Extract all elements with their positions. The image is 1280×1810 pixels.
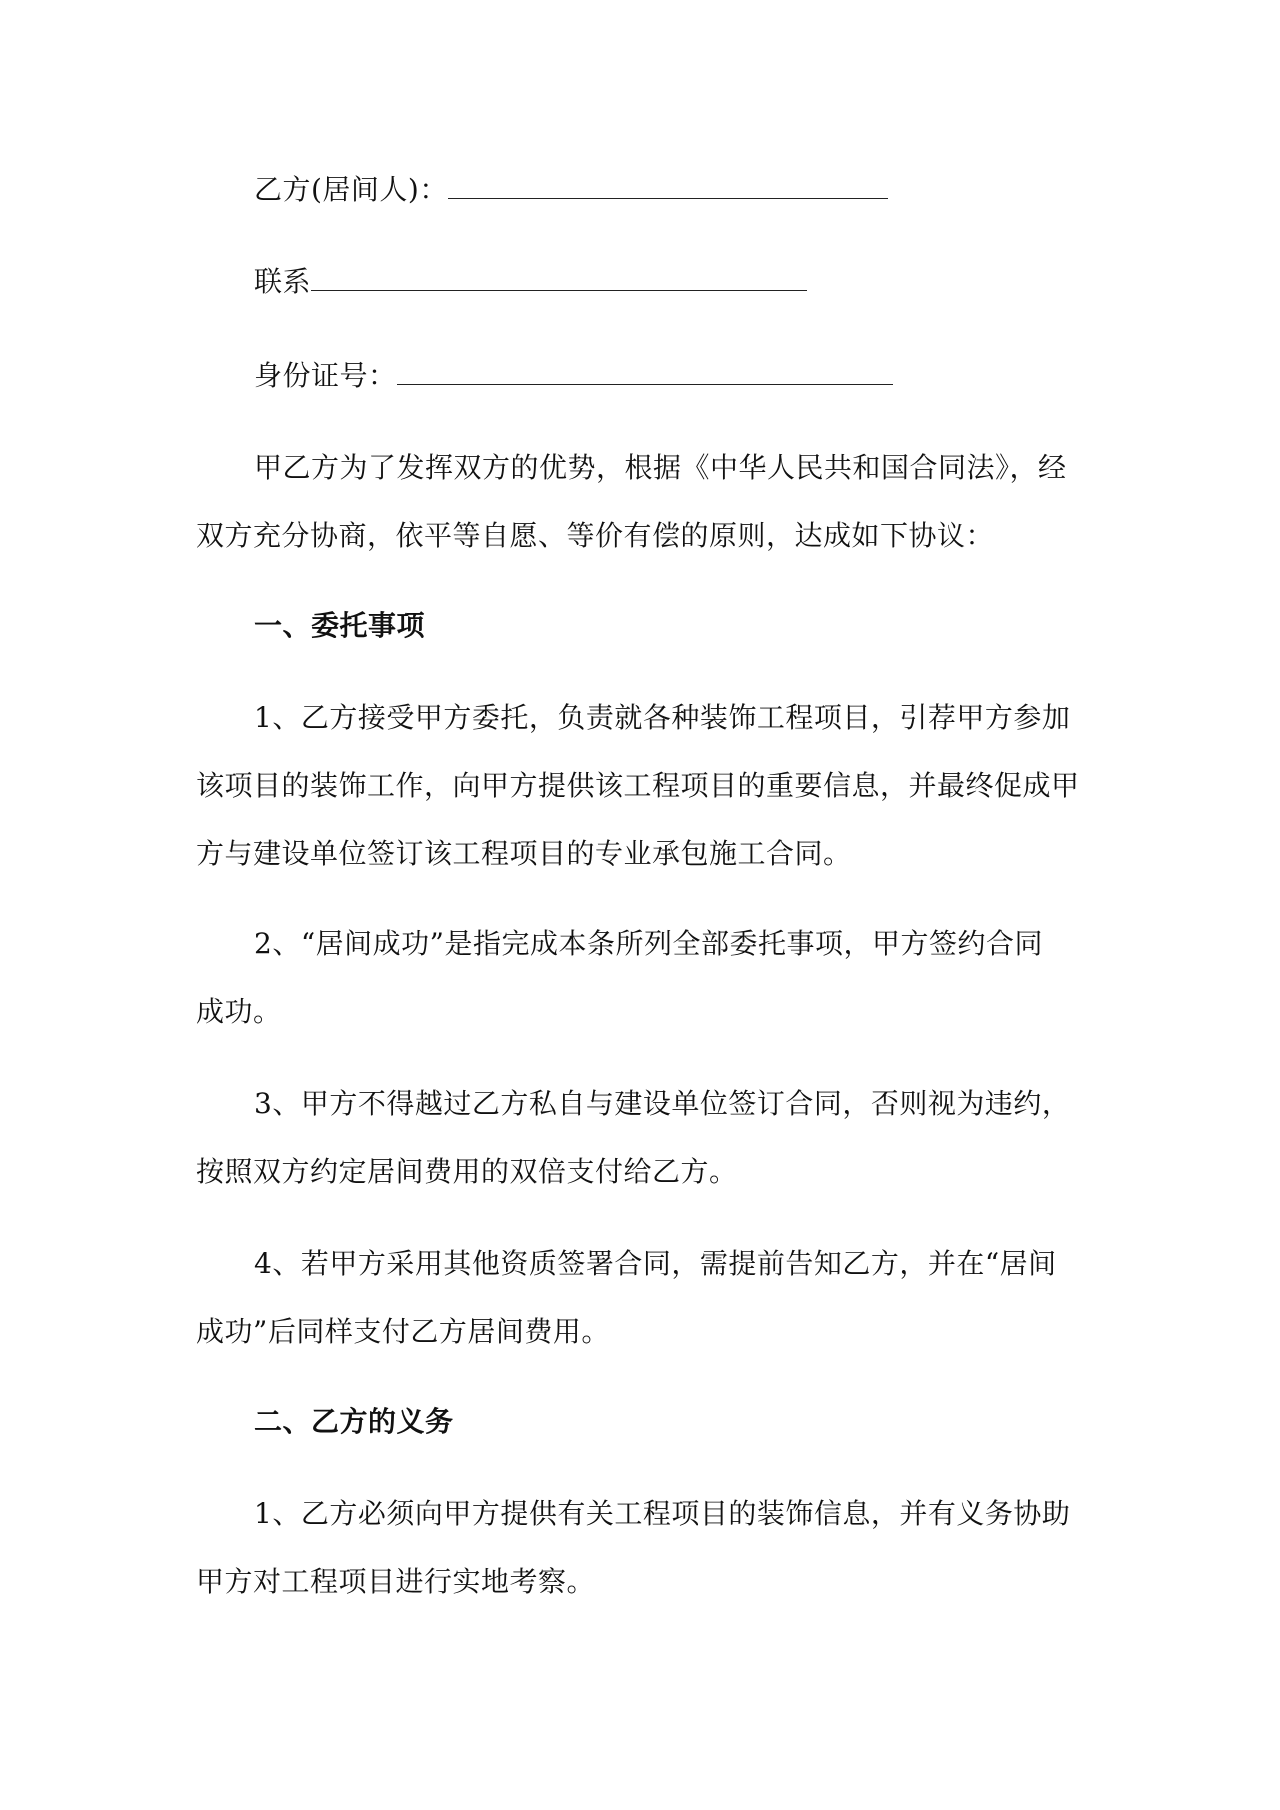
section-1-item-4-line-1: 4、若甲方采用其他资质签署合同，需提前告知乙方，并在“居间: [254, 1247, 1057, 1280]
section-2-item-1-line-1: 1、乙方必须向甲方提供有关工程项目的装饰信息，并有义务协助: [254, 1497, 1071, 1530]
section-1-item-1-line-3: 方与建设单位签订该工程项目的专业承包施工合同。: [196, 837, 852, 870]
section-2-item-1-line-2: 甲方对工程项目进行实地考察。: [196, 1565, 596, 1598]
section-1-item-2-line-1: 2、“居间成功”是指完成本条所列全部委托事项，甲方签约合同: [254, 927, 1043, 960]
party-b-label: 乙方(居间人)：: [254, 173, 448, 206]
preamble-line-2: 双方充分协商，依平等自愿、等价有偿的原则，达成如下协议：: [196, 519, 995, 552]
contact-field: [254, 264, 807, 300]
section-1-title: 一、委托事项: [254, 609, 426, 642]
section-1-item-1-line-1: 1、乙方接受甲方委托，负责就各种装饰工程项目，引荐甲方参加: [254, 701, 1071, 734]
section-1-item-1-line-2: 该项目的装饰工作，向甲方提供该工程项目的重要信息，并最终促成甲: [196, 769, 1080, 802]
id-number-field: [254, 358, 893, 394]
id-number-blank[interactable]: [397, 360, 893, 385]
section-1-item-2-line-2: 成功。: [196, 995, 282, 1028]
party-b-blank[interactable]: [448, 174, 888, 199]
id-number-label: 身份证号：: [254, 359, 397, 392]
contact-label: 联系: [254, 265, 312, 298]
section-2-title: 二、乙方的义务: [254, 1405, 454, 1438]
section-1-item-3-line-1: 3、甲方不得越过乙方私自与建设单位签订合同，否则视为违约，: [254, 1087, 1071, 1120]
preamble-line-1: 甲乙方为了发挥双方的优势，根据《中华人民共和国合同法》，经: [254, 451, 1067, 484]
section-1-item-4-line-2: 成功”后同样支付乙方居间费用。: [196, 1315, 610, 1348]
section-1-item-3-line-2: 按照双方约定居间费用的双倍支付给乙方。: [196, 1155, 738, 1188]
contact-blank[interactable]: [311, 266, 807, 291]
party-b-field: [254, 172, 888, 208]
